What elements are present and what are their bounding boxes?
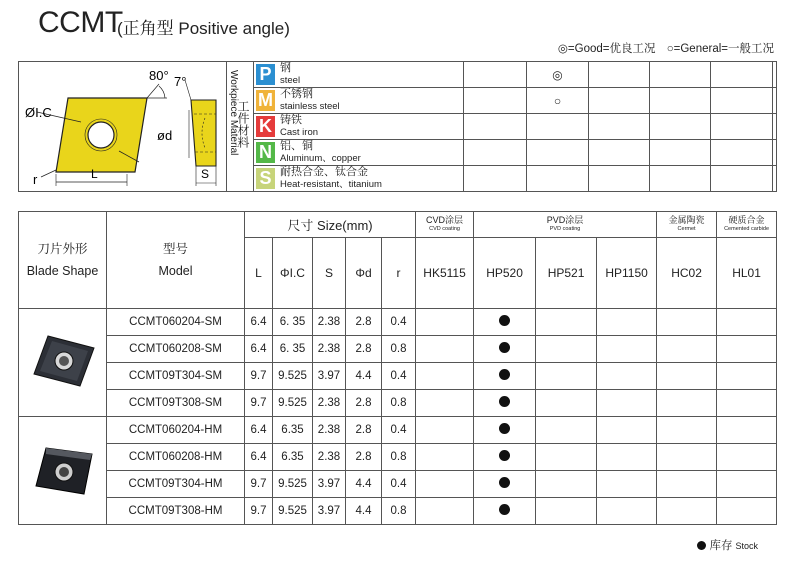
size-l: 9.7: [245, 498, 273, 525]
insert-photo-hm-icon: [28, 438, 98, 498]
table-row: [19, 309, 777, 336]
stock-dot: [474, 309, 536, 336]
material-k: [254, 114, 464, 140]
insert-photo-sm-icon: [28, 330, 98, 390]
model-code: CCMT09T308-SM: [107, 390, 245, 417]
size-r: 0.4: [382, 471, 416, 498]
material-n: [254, 140, 464, 166]
material-p-en: steel: [280, 75, 301, 86]
carbide-header: [717, 212, 777, 238]
model-code: CCMT060204-SM: [107, 309, 245, 336]
table-row: [19, 336, 777, 363]
size-d: 4.4: [346, 498, 382, 525]
size-ic: 9.525: [273, 471, 313, 498]
size-r: 0.8: [382, 444, 416, 471]
blade-shape-en: Blade Shape: [26, 264, 99, 278]
size-s: 2.38: [313, 309, 346, 336]
insert-diagram: [19, 62, 227, 192]
stock-dot-icon: [697, 541, 706, 550]
pvd-en: PVD coating: [549, 225, 581, 232]
blade-shape-hm: [19, 417, 107, 525]
label-r: r: [33, 172, 38, 187]
model-code: CCMT060208-SM: [107, 336, 245, 363]
size-d: 4.4: [346, 363, 382, 390]
workpiece-label-cn: 工件材料: [236, 100, 250, 148]
mark-m: ○: [527, 88, 589, 114]
model-code: CCMT060208-HM: [107, 444, 245, 471]
model-table: [18, 211, 777, 525]
size-ic: 9.525: [273, 498, 313, 525]
material-p-cn: 钢: [280, 62, 291, 74]
workpiece-label: [227, 62, 254, 192]
size-l: 9.7: [245, 363, 273, 390]
model-code: CCMT09T304-HM: [107, 471, 245, 498]
model-en: Model: [158, 264, 193, 278]
label-7: 7°: [174, 74, 187, 89]
label-s: S: [201, 167, 210, 181]
stock-dot-icon: [499, 423, 510, 434]
stock-dot: [474, 363, 536, 390]
table-row: [19, 471, 777, 498]
stock-en: Stock: [735, 541, 758, 551]
pvd-header: [474, 212, 657, 238]
model-code: CCMT09T308-HM: [107, 498, 245, 525]
size-ic: 6.35: [273, 444, 313, 471]
workpiece-label-en: Workpiece Material: [228, 70, 239, 156]
page-title: CCMT: [38, 6, 123, 39]
size-ic: 6.35: [273, 417, 313, 444]
insert-geometry-drawing: [19, 62, 227, 191]
size-s: 3.97: [313, 363, 346, 390]
size-l: 6.4: [245, 336, 273, 363]
cvd-en: CVD coating: [429, 225, 460, 232]
size-l: 6.4: [245, 444, 273, 471]
size-r: 0.8: [382, 498, 416, 525]
material-m: [254, 88, 464, 114]
size-d: 2.8: [346, 390, 382, 417]
size-d: 2.8: [346, 336, 382, 363]
size-ic: 6. 35: [273, 336, 313, 363]
col-d: Φd: [346, 238, 382, 309]
table-row: [19, 363, 777, 390]
col-l: L: [245, 238, 273, 309]
size-l: 6.4: [245, 309, 273, 336]
size-d: 2.8: [346, 309, 382, 336]
material-k-letter: K: [256, 116, 275, 137]
size-ic: 9.525: [273, 390, 313, 417]
cvd-header: [416, 212, 474, 238]
table-row: [19, 498, 777, 525]
size-d: 2.8: [346, 417, 382, 444]
stock-dot-icon: [499, 315, 510, 326]
pvd-cn: PVD涂层: [546, 214, 584, 225]
size-r: 0.4: [382, 417, 416, 444]
mark-p: ◎: [527, 62, 589, 88]
model-code: CCMT060204-HM: [107, 417, 245, 444]
stock-dot: [474, 444, 536, 471]
stock-dot-icon: [499, 369, 510, 380]
grade-hk5115: HK5115: [416, 238, 474, 309]
carbide-en: Cemented carbide: [724, 225, 770, 232]
table-row: [19, 417, 777, 444]
size-s: 2.38: [313, 444, 346, 471]
material-k-en: Cast iron: [280, 127, 319, 138]
material-m-letter: M: [258, 90, 273, 110]
blade-shape-cn: 刀片外形: [37, 242, 88, 256]
stock-dot: [474, 417, 536, 444]
grade-hp521: HP521: [536, 238, 597, 309]
legend: [550, 40, 774, 56]
size-l: 9.7: [245, 471, 273, 498]
size-l: 6.4: [245, 417, 273, 444]
material-s-cn: 耐热合金、钛合金: [280, 166, 368, 178]
size-ic: 9.525: [273, 363, 313, 390]
stock-legend: [697, 537, 758, 553]
size-s: 2.38: [313, 390, 346, 417]
stock-dot-icon: [499, 450, 510, 461]
material-s-letter: S: [256, 168, 275, 189]
stock-dot-icon: [499, 504, 510, 515]
label-l: L: [91, 167, 98, 181]
material-m-cn: 不锈钢: [280, 88, 313, 100]
stock-dot: [474, 336, 536, 363]
grade-hc02: HC02: [657, 238, 717, 309]
stock-dot-icon: [499, 342, 510, 353]
size-header: 尺寸 Size(mm): [245, 212, 416, 238]
size-r: 0.4: [382, 309, 416, 336]
stock-dot: [474, 390, 536, 417]
label-ic: ØI.C: [25, 105, 52, 120]
size-r: 0.8: [382, 336, 416, 363]
model-code: CCMT09T304-SM: [107, 363, 245, 390]
page-subtitle: (正角型 Positive angle): [117, 19, 290, 38]
cvd-cn: CVD涂层: [426, 214, 464, 225]
size-d: 2.8: [346, 444, 382, 471]
material-n-cn: 铝、铜: [280, 140, 313, 152]
material-n-letter: N: [256, 142, 275, 163]
material-m-en: stainless steel: [280, 101, 340, 112]
grade-hp520: HP520: [474, 238, 536, 309]
material-p-letter: P: [256, 64, 275, 85]
material-s-en: Heat-resistant、titanium: [280, 179, 382, 190]
size-r: 0.8: [382, 390, 416, 417]
legend-good: ◎=Good=优良工况: [557, 43, 656, 55]
cermet-en: Cermet: [677, 225, 696, 232]
label-d: ød: [157, 128, 173, 143]
label-80: 80°: [149, 68, 169, 83]
table-row: [19, 390, 777, 417]
model-cn: 型号: [162, 242, 188, 256]
mark-cell: [464, 62, 527, 88]
material-k-cn: 铸铁: [280, 114, 302, 126]
material-table: [18, 61, 777, 192]
size-r: 0.4: [382, 363, 416, 390]
stock-dot-icon: [499, 477, 510, 488]
col-r: r: [382, 238, 416, 309]
col-ic: ΦI.C: [273, 238, 313, 309]
material-n-en: Aluminum、copper: [280, 153, 361, 164]
size-s: 2.38: [313, 417, 346, 444]
blade-shape-header: [19, 212, 107, 309]
stock-cn: 库存: [709, 540, 733, 552]
stock-dot-icon: [499, 396, 510, 407]
col-s: S: [313, 238, 346, 309]
size-l: 9.7: [245, 390, 273, 417]
stock-dot: [474, 498, 536, 525]
size-ic: 6. 35: [273, 309, 313, 336]
blade-shape-sm: [19, 309, 107, 417]
table-row: [19, 444, 777, 471]
carbide-cn: 硬质合金: [728, 214, 765, 225]
size-s: 3.97: [313, 471, 346, 498]
size-d: 4.4: [346, 471, 382, 498]
stock-dot: [474, 471, 536, 498]
cermet-cn: 金属陶瓷: [668, 214, 705, 225]
legend-general: ○=General=一般工况: [666, 43, 774, 55]
material-p: [254, 62, 464, 88]
material-s: [254, 166, 464, 192]
cermet-header: [657, 212, 717, 238]
grade-hp1150: HP1150: [597, 238, 657, 309]
grade-hl01: HL01: [717, 238, 777, 309]
size-s: 2.38: [313, 336, 346, 363]
size-s: 3.97: [313, 498, 346, 525]
model-header: [107, 212, 245, 309]
